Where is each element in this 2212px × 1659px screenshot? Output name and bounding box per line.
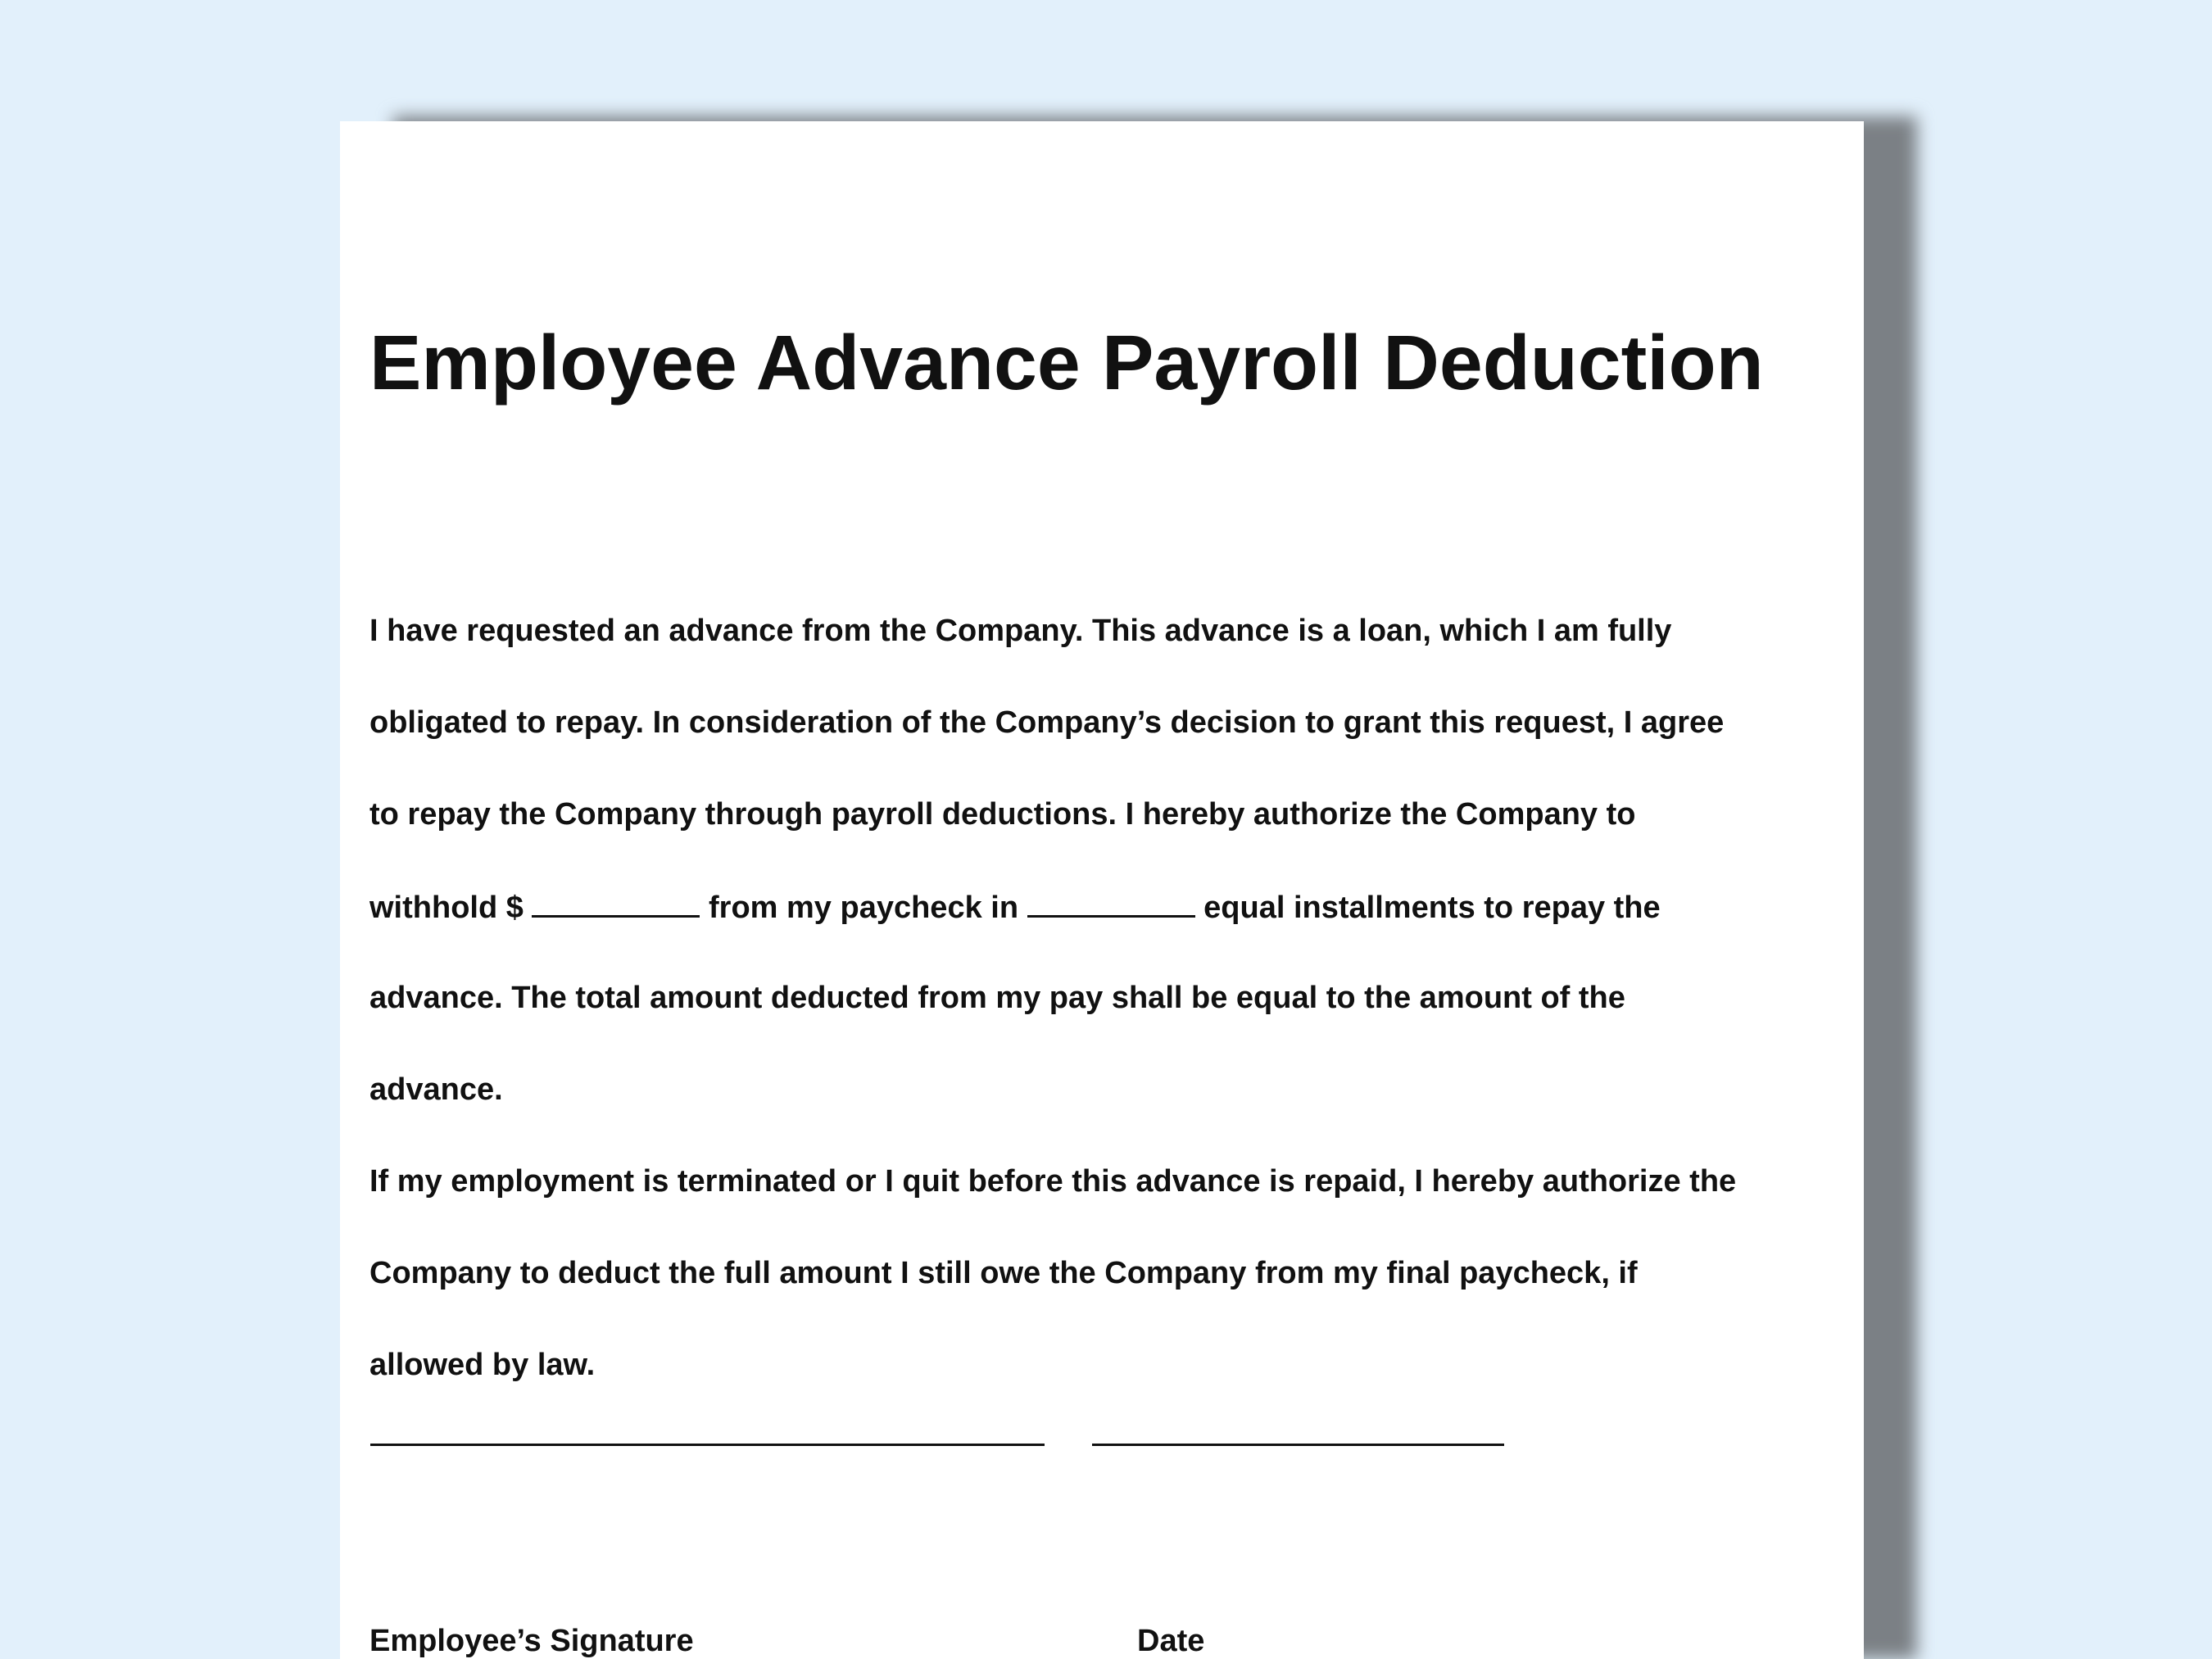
- amount-blank[interactable]: [532, 891, 700, 918]
- paycheck-text: from my paycheck in: [709, 891, 1019, 925]
- paragraph-1-line-4: [369, 891, 1661, 923]
- paragraph-1-line-3: to repay the Company through payroll deductions. I hereby authorize the Company to: [369, 797, 1636, 832]
- paragraph-1-line-6: advance.: [369, 1072, 503, 1107]
- paragraph-1-line-1: I have requested an advance from the Company. This advance is a loan, which I am fully: [369, 614, 1672, 648]
- paragraph-1-line-5: advance. The total amount deducted from my pay shall be equal to the amount of the: [369, 981, 1625, 1015]
- paragraph-2-line-3: allowed by law.: [369, 1348, 596, 1382]
- installments-blank[interactable]: [1027, 891, 1195, 918]
- signature-label: Employee’s Signature: [369, 1624, 694, 1658]
- installments-text: equal installments to repay the: [1203, 891, 1661, 925]
- document-title: Employee Advance Payroll Deduction: [369, 320, 1764, 406]
- paragraph-2-line-2: Company to deduct the full amount I still owe the Company from my final paycheck, if: [369, 1256, 1638, 1290]
- paragraph-1-line-2: obligated to repay. In consideration of the Company’s decision to grant this request, I agree: [369, 705, 1725, 740]
- signature-line[interactable]: [370, 1444, 1045, 1446]
- paragraph-2-line-1: If my employment is terminated or I quit before this advance is repaid, I hereby authorize the: [369, 1164, 1737, 1199]
- document-page: [340, 121, 1864, 1659]
- date-label: Date: [1137, 1624, 1205, 1658]
- withhold-text: withhold $: [369, 891, 524, 925]
- date-line[interactable]: [1092, 1444, 1504, 1446]
